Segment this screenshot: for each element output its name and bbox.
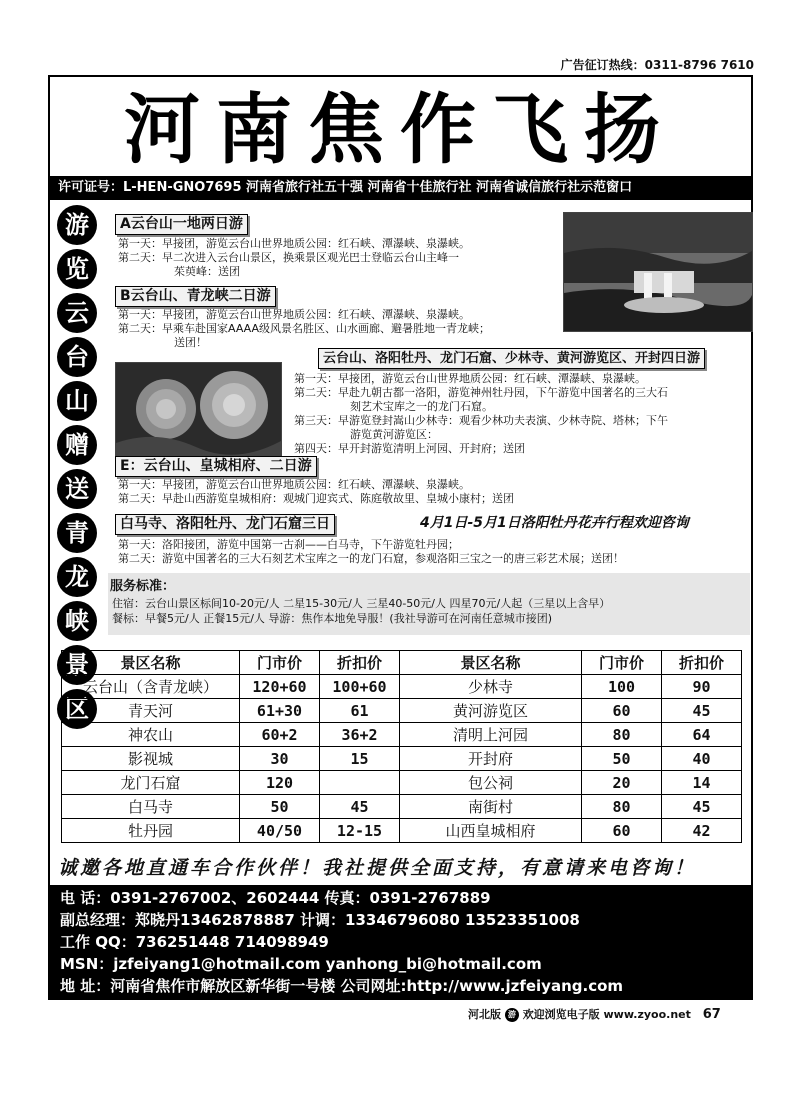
contact-msn: MSN：jzfeiyang1@hotmail.com yanhong_bi@hotmail.com bbox=[60, 955, 542, 973]
ad-hotline: 广告征订热线：0311-8796 7610 bbox=[560, 58, 754, 72]
table-cell: 山西皇城相府 bbox=[400, 819, 582, 843]
vertical-char: 赠 bbox=[57, 425, 97, 465]
table-row bbox=[62, 747, 742, 771]
zyoo-logo-icon: 游 bbox=[505, 1008, 519, 1022]
license-bar bbox=[50, 176, 751, 200]
route-a-title: A云台山一地两日游 bbox=[115, 214, 248, 235]
service-line: 餐标：早餐5元/人 正餐15元/人 导游：焦作本地免导服！(我社导游可在河南任意城市接团) bbox=[112, 612, 552, 625]
contact-box bbox=[50, 885, 751, 998]
vertical-char: 山 bbox=[57, 381, 97, 421]
table-cell: 61+30 bbox=[240, 699, 320, 723]
table-row bbox=[62, 699, 742, 723]
table-cell: 64 bbox=[662, 723, 742, 747]
route-a-itinerary bbox=[118, 237, 470, 279]
table-cell bbox=[320, 771, 400, 795]
table-row bbox=[62, 795, 742, 819]
route-e-title: E：云台山、皇城相府、二日游 bbox=[115, 456, 317, 477]
table-header: 门市价 bbox=[240, 651, 320, 675]
route-baima-title: 白马寺、洛阳牡丹、龙门石窟三日 bbox=[115, 514, 335, 535]
table-header: 景区名称 bbox=[400, 651, 582, 675]
table-cell: 80 bbox=[582, 723, 662, 747]
itinerary-line: 第一天：早接团，游览云台山世界地质公园：红石峡、潭瀑峡、泉瀑峡。 bbox=[118, 308, 470, 321]
itinerary-line: 第一天：早接团，游览云台山世界地质公园：红石峡、潭瀑峡、泉瀑峡。 bbox=[118, 237, 470, 250]
waterfall-photo bbox=[563, 212, 753, 332]
table-cell: 120 bbox=[240, 771, 320, 795]
table-cell: 45 bbox=[320, 795, 400, 819]
itinerary-line: 第一天：洛阳接团，游览中国第一古刹——白马寺，下午游览牡丹园； bbox=[118, 538, 459, 551]
itinerary-line: 刻艺术宝库之一的龙门石窟。 bbox=[350, 400, 493, 413]
table-cell: 60 bbox=[582, 819, 662, 843]
table-cell: 42 bbox=[662, 819, 742, 843]
table-row bbox=[62, 675, 742, 699]
vertical-char: 游 bbox=[57, 205, 97, 245]
itinerary-line: 第三天：早游览登封嵩山少林寺：观看少林功夫表演、少林寺院、塔林；下午 bbox=[294, 414, 668, 427]
vertical-char: 台 bbox=[57, 337, 97, 377]
table-cell: 云台山（含青龙峡） bbox=[62, 675, 240, 699]
table-cell: 影视城 bbox=[62, 747, 240, 771]
table-cell: 15 bbox=[320, 747, 400, 771]
table-cell: 50 bbox=[582, 747, 662, 771]
itinerary-line: 第二天：早乘车赴国家AAAA级风景名胜区、山水画廊、避暑胜地一青龙峡； bbox=[118, 322, 491, 335]
table-cell: 20 bbox=[582, 771, 662, 795]
price-table bbox=[61, 650, 742, 843]
table-cell: 60+2 bbox=[240, 723, 320, 747]
itinerary-line: 第四天：早开封游览清明上河园、开封府；送团 bbox=[294, 442, 525, 455]
itinerary-line: 第二天：早赴九朝古都一洛阳，游览神州牡丹园，下午游览中国著名的三大石 bbox=[294, 386, 668, 399]
table-cell: 14 bbox=[662, 771, 742, 795]
table-cell: 120+60 bbox=[240, 675, 320, 699]
peony-photo bbox=[115, 362, 282, 456]
page-footer bbox=[468, 1006, 721, 1022]
table-header: 景区名称 bbox=[62, 651, 240, 675]
table-cell: 30 bbox=[240, 747, 320, 771]
service-title: 服务标准： bbox=[110, 579, 176, 594]
service-lines bbox=[112, 596, 610, 626]
table-cell: 牡丹园 bbox=[62, 819, 240, 843]
table-cell: 清明上河园 bbox=[400, 723, 582, 747]
table-cell: 60 bbox=[582, 699, 662, 723]
itinerary-line: 茱萸峰：送团 bbox=[174, 265, 240, 278]
table-cell: 青天河 bbox=[62, 699, 240, 723]
table-cell: 90 bbox=[662, 675, 742, 699]
itinerary-line: 第二天：游览中国著名的三大石刻艺术宝库之一的龙门石窟，参观洛阳三宝之一的唐三彩艺术展；送团！ bbox=[118, 552, 624, 565]
table-cell: 40/50 bbox=[240, 819, 320, 843]
vertical-char: 览 bbox=[57, 249, 97, 289]
table-cell: 12-15 bbox=[320, 819, 400, 843]
vertical-char: 峡 bbox=[57, 601, 97, 641]
itinerary-line: 第二天：早赴山西游览皇城相府：观城门迎宾式、陈庭敬故里、皇城小康村；送团 bbox=[118, 492, 514, 505]
route-four-day-itinerary bbox=[294, 372, 668, 456]
table-cell: 南街村 bbox=[400, 795, 582, 819]
contact-phone: 电 话：0391-2767002、2602444 传真：0391-2767889 bbox=[60, 889, 491, 907]
route-b-title: B云台山、青龙峡二日游 bbox=[115, 286, 276, 307]
vertical-char: 云 bbox=[57, 293, 97, 333]
table-cell: 50 bbox=[240, 795, 320, 819]
route-baima-itinerary bbox=[118, 538, 624, 566]
route-four-day-title: 云台山、洛阳牡丹、龙门石窟、少林寺、黄河游览区、开封四日游 bbox=[318, 348, 705, 369]
table-cell: 神农山 bbox=[62, 723, 240, 747]
table-row bbox=[62, 723, 742, 747]
license-text: 许可证号：L-HEN-GNO7695 河南省旅行社五十强 河南省十佳旅行社 河南省诚信旅行社示范窗口 bbox=[58, 180, 633, 195]
vertical-char: 送 bbox=[57, 469, 97, 509]
route-e-itinerary bbox=[118, 478, 514, 506]
contact-qq: 工作 QQ：736251448 714098949 bbox=[60, 933, 329, 951]
table-header: 折扣价 bbox=[320, 651, 400, 675]
table-header-row bbox=[62, 651, 742, 675]
itinerary-line: 第一天：早接团，游览云台山世界地质公园：红石峡、潭瀑峡、泉瀑峡。 bbox=[294, 372, 646, 385]
itinerary-line: 第一天：早接团，游览云台山世界地质公园：红石峡、潭瀑峡、泉瀑峡。 bbox=[118, 478, 470, 491]
promo-text: 4月1日-5月1日洛阳牡丹花卉行程欢迎咨询 bbox=[420, 515, 689, 531]
itinerary-line: 游览黄河游览区： bbox=[350, 428, 438, 441]
table-cell: 开封府 bbox=[400, 747, 582, 771]
table-cell: 100+60 bbox=[320, 675, 400, 699]
table-header: 折扣价 bbox=[662, 651, 742, 675]
slogan: 诚邀各地直通车合作伙伴！我社提供全面支持，有意请来电咨询！ bbox=[58, 857, 697, 879]
table-cell: 45 bbox=[662, 795, 742, 819]
page-number: 67 bbox=[702, 1007, 721, 1022]
table-row bbox=[62, 771, 742, 795]
vertical-char: 区 bbox=[57, 689, 97, 729]
table-cell: 36+2 bbox=[320, 723, 400, 747]
table-row bbox=[62, 819, 742, 843]
table-cell: 80 bbox=[582, 795, 662, 819]
table-cell: 45 bbox=[662, 699, 742, 723]
table-header: 门市价 bbox=[582, 651, 662, 675]
footer-text: 欢迎浏览电子版 www.zyoo.net bbox=[522, 1008, 691, 1021]
table-cell: 龙门石窟 bbox=[62, 771, 240, 795]
contact-manager: 副总经理：郑晓丹13462878887 计调：13346796080 13523351008 bbox=[60, 911, 580, 929]
table-cell: 包公祠 bbox=[400, 771, 582, 795]
service-line: 住宿：云台山景区标间10-20元/人 二星15-30元/人 三星40-50元/人 四星70元/人起（三星以上含早） bbox=[112, 597, 611, 610]
table-cell: 黄河游览区 bbox=[400, 699, 582, 723]
contact-address: 地 址：河南省焦作市解放区新华街一号楼 公司网址:http://www.jzfeiyang.com bbox=[60, 977, 624, 995]
vertical-char: 龙 bbox=[57, 557, 97, 597]
vertical-char: 青 bbox=[57, 513, 97, 553]
ad-title: 河南焦作飞扬 bbox=[124, 85, 676, 174]
table-cell: 白马寺 bbox=[62, 795, 240, 819]
table-cell: 100 bbox=[582, 675, 662, 699]
itinerary-line: 第二天：早二次进入云台山景区，换乘景区观光巴士登临云台山主峰一 bbox=[118, 251, 459, 264]
itinerary-line: 送团！ bbox=[174, 336, 207, 349]
table-cell: 61 bbox=[320, 699, 400, 723]
table-cell: 40 bbox=[662, 747, 742, 771]
table-cell: 少林寺 bbox=[400, 675, 582, 699]
vertical-char: 景 bbox=[57, 645, 97, 685]
edition-label: 河北版 bbox=[468, 1008, 501, 1021]
route-b-itinerary bbox=[118, 308, 490, 350]
